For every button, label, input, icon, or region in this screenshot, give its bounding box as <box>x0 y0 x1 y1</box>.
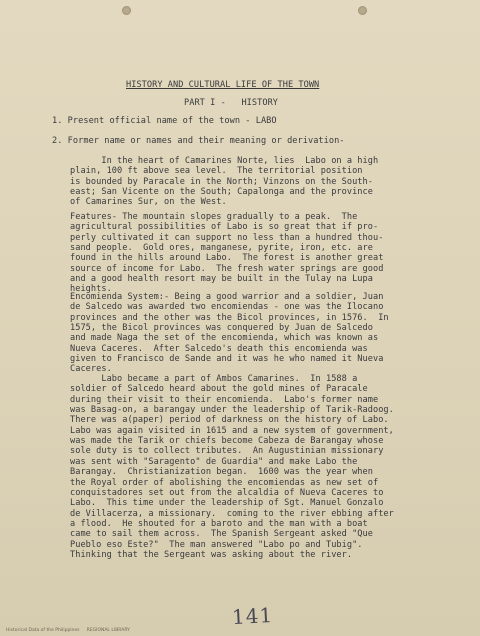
document-title: HISTORY AND CULTURAL LIFE OF THE TOWN <box>126 80 320 90</box>
paragraph-line: Barangay. Christianization began. 1600 was the year when <box>70 467 373 478</box>
paragraph-line: Labo became a part of Ambos Camarines. In 1588 a <box>70 374 358 384</box>
paragraph-line: There was a(paper) period of darkness on the history of Labo. <box>70 415 389 426</box>
paragraph-line: Features- The mountain slopes gradually to a peak. The <box>70 212 358 222</box>
paragraph-line: Caceres. <box>70 364 112 375</box>
item-present-name: 1. Present official name of the town - LABO <box>52 116 277 126</box>
paragraph-line: was Basag-on, a barangay under the leadership of Tarik-Radoog. <box>70 405 394 416</box>
paragraph-line: and made Naga the set of the encomienda, which was known as <box>70 333 379 344</box>
paragraph-line: during their visit to their encomienda. Labo's former name <box>70 394 379 405</box>
paragraph-line: and a good health resort may be built in the Tulay na Lupa <box>70 274 373 285</box>
paragraph-line: given to Francisco de Sande and it was he who named it Nueva <box>70 354 384 365</box>
paragraph-line: a flood. He shouted for a baroto and the man with a boat <box>70 518 368 529</box>
paragraph-line: provinces and the other was the Bicol provinces, in 1576. In <box>70 312 389 323</box>
paragraph-line: east; San Vicente on the South; Capalonga and the province <box>70 187 373 198</box>
punch-hole <box>358 6 367 15</box>
paragraph-line: source of income for Labo. The fresh water springs are good <box>70 263 384 274</box>
item-former-names: 2. Former name or names and their meaning or derivation- <box>52 136 345 146</box>
paragraph-line: Labo was again visited in 1615 and a new system of government, <box>70 425 394 436</box>
paragraph-line: was made the Tarik or chiefs become Cabeza de Barangay whose <box>70 436 384 447</box>
paragraph-line: In the heart of Camarines Norte, lies Labo on a high <box>70 156 379 166</box>
paragraph-line: sole duty is to collect tributes. An Augustinian missionary <box>70 446 384 457</box>
paragraph-line: Pueblo eso Este?" The man answered "Labo po and Tubig". <box>70 539 363 550</box>
paragraph-line: is bounded by Paracale in the North; Vinzons on the South- <box>70 176 373 187</box>
paragraph-line: soldier of Salcedo heard about the gold mines of Paracale <box>70 384 368 395</box>
paragraph-line: Encomienda System:- Being a good warrior and a soldier, Juan <box>70 292 384 302</box>
paragraph-line: heights. <box>70 284 112 295</box>
paragraph-line: sand people. Gold ores, manganese, pyrite, iron, etc. are <box>70 243 373 254</box>
paragraph-line: the Royal order of abolishing the encomiendas as new set of <box>70 477 379 488</box>
page-number: 141 <box>231 602 274 630</box>
paragraph-line: de Villacerza, a missionary. coming to the river ebbing after <box>70 508 394 519</box>
footer-text: Historical Data of the Philippines REGIONAL LIBRARY <box>6 628 130 633</box>
paragraph-line: Thinking that the Sergeant was asking about the river. <box>70 549 353 560</box>
section-heading: PART I - HISTORY <box>184 98 279 108</box>
punch-hole <box>122 6 131 15</box>
paragraph-line: was sent with "Saragento" de Guardia" and make Labo the <box>70 456 358 467</box>
paragraph-line: Labo. This time under the leadership of Sgt. Manuel Gonzalo <box>70 498 384 509</box>
paragraph-line: perly cultivated it can support no less than a hundred thou- <box>70 232 384 243</box>
paragraph-line: conquistadores set out from the alcaldia of Nueva Caceres to <box>70 487 384 498</box>
paragraph-line: 1575, the Bicol provinces was conquered by Juan de Salcedo <box>70 323 373 334</box>
paragraph-line: came to sail them across. The Spanish Sergeant asked "Que <box>70 529 373 540</box>
paragraph-line: found in the hills around Labo. The forest is another great <box>70 253 384 264</box>
paragraph-line: de Salcedo was awarded two encomiendas - one was the Ilocano <box>70 302 384 313</box>
paragraph-line: agricultural possibilities of Labo is so great that if pro- <box>70 222 379 233</box>
paragraph-line: Nueva Caceres. After Salcedo's death this encomienda was <box>70 343 368 354</box>
paragraph-line: of Camarines Sur, on the West. <box>70 197 227 208</box>
paragraph-line: plain, 100 ft above sea level. The territorial position <box>70 166 363 177</box>
